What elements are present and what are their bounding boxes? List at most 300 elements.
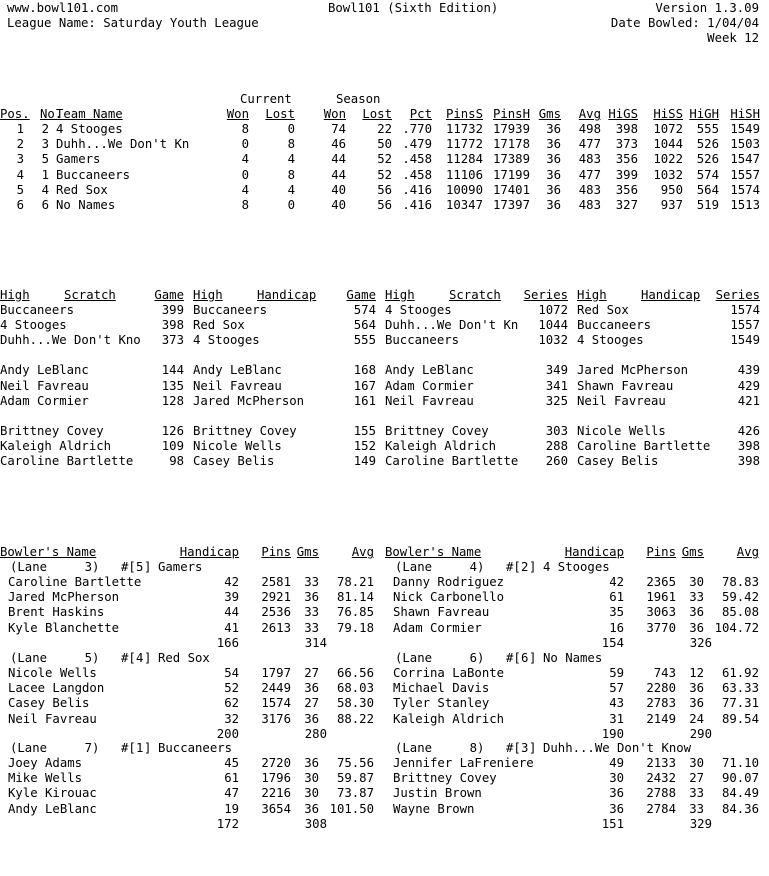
standings-cell: 5 (16, 182, 24, 197)
standings-cell: 3 (41, 137, 49, 152)
standings-header-5: Won (323, 107, 346, 121)
bowler-pins: 2784 (646, 801, 676, 816)
standings-cell: 373 (615, 137, 638, 152)
bowler-gms: 33 (689, 590, 704, 605)
highs-value: 1044 (538, 318, 568, 333)
standings-cell: 50 (377, 137, 392, 152)
bowler-pins: 2720 (261, 756, 291, 770)
standings-cell: 937 (660, 198, 683, 212)
standings-cell: Gamers (56, 152, 101, 167)
bowler-avg: 68.03 (336, 681, 374, 696)
bowler-handicap: 61 (609, 590, 624, 605)
highs-name: Nicole Wells (193, 438, 282, 453)
bowler-name: Nicole Wells (8, 666, 97, 680)
lanes-header-pins: Pins (646, 545, 676, 559)
standings-cell: 8 (287, 167, 295, 182)
highs-value: 109 (161, 438, 184, 453)
standings-cell: 17199 (492, 167, 530, 182)
standings-cell: 1072 (653, 122, 683, 136)
highs-value: 574 (353, 303, 376, 317)
lane-close: ) (477, 560, 485, 574)
highs-header-c: Series (523, 288, 568, 302)
highs-value: 1032 (538, 333, 568, 348)
highs-name: Kaleigh Aldrich (0, 438, 112, 453)
standings-header-9: PinsH (492, 107, 530, 121)
bowler-pins: 1961 (646, 590, 676, 605)
team-name: Buccaneers (158, 741, 233, 755)
bowler-pins: 2921 (261, 590, 291, 605)
standings-header-6: Lost (362, 107, 392, 121)
lane-open: (Lane (395, 741, 433, 755)
lanes-header-handicap: Handicap (179, 545, 239, 559)
standings-cell: 526 (696, 137, 719, 152)
standings-cell: 36 (546, 167, 561, 182)
highs-header-b: Handicap (257, 288, 317, 302)
highs-name: Duhh...We Don't Kno (0, 333, 141, 348)
team-total-handicap: 200 (216, 726, 239, 741)
standings-cell: 327 (615, 198, 638, 212)
bowler-avg: 89.54 (721, 711, 759, 726)
bowler-handicap: 62 (224, 696, 239, 711)
date-bowled: Date Bowled: 1/04/04 (610, 16, 759, 30)
highs-name: Buccaneers (577, 318, 652, 333)
lane-open: (Lane (10, 651, 48, 665)
team-name: No Names (543, 651, 603, 665)
highs-value: 167 (353, 378, 376, 393)
bowler-handicap: 59 (609, 666, 624, 680)
highs-name: Buccaneers (385, 333, 460, 348)
bowler-avg: 78.83 (721, 575, 759, 589)
bowler-pins: 2432 (646, 771, 676, 786)
bowler-gms: 30 (304, 771, 319, 786)
highs-name: 4 Stooges (385, 303, 452, 317)
bowler-gms: 33 (689, 786, 704, 801)
lanes-header-gms: Gms (681, 545, 704, 559)
highs-value: 398 (737, 454, 760, 468)
standings-cell: 11284 (445, 152, 483, 167)
bowler-avg: 66.56 (336, 666, 374, 680)
standings-cell: .479 (402, 137, 432, 152)
highs-name: Andy LeBlanc (0, 363, 89, 378)
bowler-handicap: 39 (224, 590, 239, 605)
bowler-pins: 2788 (646, 786, 676, 801)
highs-name: Duhh...We Don't Kn (385, 318, 519, 333)
highs-header-b: Scratch (64, 288, 116, 302)
standings-cell: 11772 (445, 137, 483, 152)
team-number: 3 (521, 741, 529, 755)
standings-cell: 4 (16, 167, 24, 182)
bowler-gms: 36 (689, 681, 704, 696)
bowler-avg: 58.30 (336, 696, 374, 711)
standings-cell: Buccaneers (56, 167, 131, 182)
highs-value: 325 (545, 393, 568, 408)
standings-cell: 477 (578, 137, 601, 152)
bowler-name: Neil Favreau (8, 711, 97, 726)
lanes-header-avg: Avg (736, 545, 759, 559)
team-no-open: #[ (121, 741, 136, 755)
bowler-handicap: 16 (609, 620, 624, 635)
lane-number: 8 (469, 741, 477, 755)
lane-open: (Lane (10, 560, 48, 574)
bowler-gms: 12 (689, 666, 704, 680)
highs-value: 399 (161, 303, 184, 317)
bowler-gms: 30 (689, 575, 704, 589)
standings-cell: .416 (402, 182, 432, 197)
highs-value: 152 (353, 438, 376, 453)
standings-cell: 74 (331, 122, 346, 136)
bowler-gms: 33 (304, 620, 319, 635)
team-no-open: #[ (506, 560, 521, 574)
bowler-pins: 3654 (261, 801, 291, 816)
standings-cell: 4 (241, 152, 249, 167)
highs-value: 149 (353, 454, 376, 468)
highs-value: 1549 (730, 333, 760, 348)
bowler-avg: 78.21 (336, 575, 374, 589)
standings-cell: 526 (696, 152, 719, 167)
standings-cell: 36 (546, 198, 561, 212)
bowler-pins: 2581 (261, 575, 291, 589)
team-no-open: #[ (121, 651, 136, 665)
bowler-avg: 84.49 (721, 786, 759, 801)
team-no-close: ] (144, 560, 152, 574)
standings-cell: 8 (241, 122, 249, 136)
bowler-name: Corrina LaBonte (393, 666, 505, 680)
highs-value: 1072 (538, 303, 568, 317)
bowler-avg: 76.85 (336, 605, 374, 620)
bowler-avg: 75.56 (336, 756, 374, 770)
highs-name: Andy LeBlanc (385, 363, 474, 378)
bowler-gms: 36 (304, 756, 319, 770)
bowler-avg: 73.87 (336, 786, 374, 801)
bowler-name: Jared McPherson (8, 590, 120, 605)
standings-cell: 2 (41, 122, 49, 136)
bowler-name: Kyle Kirouac (8, 786, 97, 801)
highs-name: 4 Stooges (577, 333, 644, 348)
standings-cell: Red Sox (56, 182, 108, 197)
league-name: League Name: Saturday Youth League (7, 16, 259, 30)
lane-open: (Lane (395, 651, 433, 665)
bowler-name: Kaleigh Aldrich (393, 711, 505, 726)
standings-cell: 4 (41, 182, 49, 197)
bowler-gms: 36 (304, 801, 319, 816)
highs-value: 429 (737, 378, 760, 393)
group-season-label: Season (336, 92, 381, 106)
standings-cell: 36 (546, 122, 561, 136)
highs-name: 4 Stooges (193, 333, 260, 348)
bowler-handicap: 42 (609, 575, 624, 589)
lane-close: ) (477, 651, 485, 665)
standings-cell: 11732 (445, 122, 483, 136)
highs-header-b: Scratch (449, 288, 501, 302)
team-total-handicap: 154 (601, 635, 624, 650)
standings-cell: 1 (16, 122, 24, 136)
standings-cell: .416 (402, 198, 432, 212)
bowler-avg: 104.72 (714, 620, 759, 635)
highs-name: Red Sox (193, 318, 245, 333)
standings-cell: 1503 (730, 137, 760, 152)
standings-cell: 1557 (730, 167, 760, 182)
bowler-avg: 71.10 (721, 756, 759, 770)
standings-cell: 17389 (492, 152, 530, 167)
bowler-name: Kyle Blanchette (8, 620, 120, 635)
bowler-pins: 2149 (646, 711, 676, 726)
bowler-handicap: 31 (609, 711, 624, 726)
bowler-handicap: 42 (224, 575, 239, 589)
highs-value: 421 (737, 393, 760, 408)
standings-cell: 44 (331, 167, 346, 182)
bowler-handicap: 19 (224, 801, 239, 816)
bowler-handicap: 44 (224, 605, 239, 620)
standings-cell: 555 (696, 122, 719, 136)
standings-cell: 0 (241, 167, 249, 182)
standings-header-12: HiGS (608, 107, 638, 121)
standings-cell: .458 (402, 167, 432, 182)
standings-cell: 0 (241, 137, 249, 152)
highs-name: Neil Favreau (577, 393, 666, 408)
standings-cell: 17939 (492, 122, 530, 136)
highs-name: Brittney Covey (193, 423, 297, 438)
standings-header-4: Lost (265, 107, 295, 121)
standings-cell: Duhh...We Don't Kn (56, 137, 190, 152)
team-total-handicap: 151 (601, 816, 624, 831)
team-no-close: ] (529, 560, 537, 574)
bowler-gms: 36 (689, 605, 704, 620)
bowler-handicap: 52 (224, 681, 239, 696)
bowler-gms: 36 (689, 620, 704, 635)
team-number: 5 (136, 560, 144, 574)
team-total-pins: 290 (689, 726, 712, 741)
highs-header-a: High (385, 288, 415, 302)
team-number: 2 (521, 560, 529, 574)
bowler-gms: 24 (689, 711, 704, 726)
highs-name: Kaleigh Aldrich (385, 438, 497, 453)
highs-header-c: Game (154, 288, 184, 302)
standings-header-8: PinsS (445, 107, 483, 121)
team-no-open: #[ (121, 560, 136, 574)
bowler-gms: 33 (304, 575, 319, 589)
team-name: Gamers (158, 560, 203, 574)
bowler-name: Justin Brown (393, 786, 482, 801)
bowler-name: Andy LeBlanc (8, 801, 97, 816)
highs-header-c: Game (346, 288, 376, 302)
highs-name: Neil Favreau (0, 378, 89, 393)
highs-header-a: High (577, 288, 607, 302)
highs-header-a: High (193, 288, 223, 302)
highs-name: Buccaneers (193, 303, 268, 317)
highs-name: Neil Favreau (193, 378, 282, 393)
bowler-name: Brittney Covey (393, 771, 497, 786)
team-name: 4 Stooges (543, 560, 610, 574)
standings-cell: 4 (287, 182, 295, 197)
lanes-header-name: Bowler's Name (385, 545, 482, 559)
highs-value: 288 (545, 438, 568, 453)
highs-header-a: High (0, 288, 30, 302)
team-no-open: #[ (506, 651, 521, 665)
highs-value: 1574 (730, 303, 760, 317)
highs-name: Buccaneers (0, 303, 75, 317)
standings-cell: 52 (377, 152, 392, 167)
bowler-gms: 36 (689, 696, 704, 711)
highs-name: Adam Cormier (385, 378, 474, 393)
highs-value: 398 (161, 318, 184, 333)
standings-cell: 519 (696, 198, 719, 212)
highs-name: Caroline Bartlette (385, 454, 519, 468)
highs-value: 303 (545, 423, 568, 438)
bowler-name: Lacee Langdon (8, 681, 105, 696)
standings-cell: 44 (331, 152, 346, 167)
bowler-pins: 2133 (646, 756, 676, 770)
highs-value: 426 (737, 423, 760, 438)
highs-value: 260 (545, 454, 568, 468)
bowler-name: Joey Adams (8, 756, 83, 770)
highs-header-b: Handicap (641, 288, 701, 302)
standings-cell: 1513 (730, 198, 760, 212)
highs-value: 128 (161, 393, 184, 408)
standings-cell: 356 (615, 152, 638, 167)
standings-header-3: Won (226, 107, 249, 121)
bowler-gms: 36 (304, 590, 319, 605)
highs-value: 341 (545, 378, 568, 393)
standings-cell: 1022 (653, 152, 683, 167)
team-total-pins: 329 (689, 816, 712, 831)
bowler-gms: 36 (304, 711, 319, 726)
standings-header-11: Avg (578, 107, 601, 121)
bowler-gms: 33 (689, 801, 704, 816)
team-no-open: #[ (506, 741, 521, 755)
highs-name: Nicole Wells (577, 423, 666, 438)
lanes-header-gms: Gms (296, 545, 319, 559)
standings-cell: 564 (696, 182, 719, 197)
highs-name: Casey Belis (577, 454, 659, 468)
bowler-gms: 33 (304, 605, 319, 620)
version-label: Version 1.3.09 (655, 1, 759, 15)
standings-header-10: Gms (538, 107, 561, 121)
standings-cell: 6 (16, 198, 24, 212)
bowler-name: Shawn Favreau (393, 605, 490, 620)
bowler-avg: 90.07 (721, 771, 759, 786)
bowler-avg: 77.31 (721, 696, 759, 711)
bowler-name: Brent Haskins (8, 605, 105, 620)
lane-number: 5 (84, 651, 92, 665)
standings-cell: 398 (615, 122, 638, 136)
standings-cell: 5 (41, 152, 49, 167)
team-number: 1 (136, 741, 144, 755)
bowler-pins: 2536 (261, 605, 291, 620)
bowler-name: Danny Rodriguez (393, 575, 505, 589)
bowler-pins: 1797 (261, 666, 291, 680)
lane-open: (Lane (10, 741, 48, 755)
standings-cell: 483 (578, 198, 601, 212)
standings-header-0: Pos. (0, 107, 30, 121)
highs-header-c: Series (715, 288, 760, 302)
team-total-handicap: 172 (216, 816, 239, 831)
bowler-handicap: 36 (609, 801, 624, 816)
bowler-gms: 36 (304, 681, 319, 696)
team-total-pins: 280 (304, 726, 327, 741)
team-total-pins: 326 (689, 635, 712, 650)
lane-close: ) (92, 741, 100, 755)
standings-cell: 36 (546, 182, 561, 197)
bowler-pins: 2783 (646, 696, 676, 711)
highs-value: 373 (161, 333, 184, 348)
highs-name: Adam Cormier (0, 393, 89, 408)
bowler-name: Nick Carbonello (393, 590, 505, 605)
standings-cell: 2 (16, 137, 24, 152)
highs-value: 98 (169, 454, 184, 468)
highs-value: 135 (161, 378, 184, 393)
bowler-pins: 743 (653, 666, 676, 680)
bowler-handicap: 35 (609, 605, 624, 620)
standings-cell: .458 (402, 152, 432, 167)
highs-value: 126 (161, 423, 184, 438)
bowler-handicap: 45 (224, 756, 239, 770)
team-total-pins: 308 (304, 816, 327, 831)
bowler-gms: 27 (304, 666, 319, 680)
standings-cell: 477 (578, 167, 601, 182)
lane-number: 4 (469, 560, 477, 574)
highs-value: 564 (353, 318, 376, 333)
team-total-pins: 314 (304, 635, 327, 650)
bowler-pins: 2449 (261, 681, 291, 696)
bowler-pins: 2365 (646, 575, 676, 589)
team-name: Duhh...We Don't Know (543, 741, 692, 755)
bowler-name: Wayne Brown (393, 801, 475, 816)
bowler-avg: 101.50 (329, 801, 374, 816)
lane-close: ) (92, 560, 100, 574)
standings-cell: 17401 (492, 182, 530, 197)
lane-number: 7 (84, 741, 92, 755)
highs-value: 1557 (730, 318, 760, 333)
bowler-name: Jennifer LaFreniere (393, 756, 534, 770)
standings-cell: 10347 (445, 198, 483, 212)
team-number: 6 (521, 651, 529, 665)
bowler-handicap: 57 (609, 681, 624, 696)
standings-cell: 498 (578, 122, 601, 136)
standings-cell: 52 (377, 167, 392, 182)
bowler-pins: 1796 (261, 771, 291, 786)
standings-cell: 1549 (730, 122, 760, 136)
app-title: Bowl101 (Sixth Edition) (328, 1, 499, 15)
highs-value: 349 (545, 363, 568, 378)
standings-cell: 4 Stooges (56, 122, 123, 136)
highs-name: Casey Belis (193, 454, 275, 468)
standings-cell: 6 (41, 198, 49, 212)
bowler-gms: 27 (689, 771, 704, 786)
highs-name: Caroline Bartlette (577, 438, 711, 453)
standings-cell: 4 (287, 152, 295, 167)
standings-cell: 1 (41, 167, 49, 182)
highs-name: Neil Favreau (385, 393, 474, 408)
standings-cell: 36 (546, 137, 561, 152)
bowler-name: Mike Wells (8, 771, 83, 786)
bowler-pins: 3176 (261, 711, 291, 726)
team-no-close: ] (144, 741, 152, 755)
standings-cell: 483 (578, 182, 601, 197)
bowler-gms: 27 (304, 696, 319, 711)
highs-name: Shawn Favreau (577, 378, 674, 393)
lane-number: 3 (84, 560, 92, 574)
bowler-handicap: 36 (609, 786, 624, 801)
highs-name: Jared McPherson (577, 363, 689, 378)
bowler-handicap: 54 (224, 666, 239, 680)
highs-name: Andy LeBlanc (193, 363, 282, 378)
bowler-avg: 59.42 (721, 590, 759, 605)
standings-cell: 3 (16, 152, 24, 167)
group-current-label: Current (240, 92, 292, 106)
lanes-header-pins: Pins (261, 545, 291, 559)
standings-cell: 56 (377, 182, 392, 197)
standings-cell: 1044 (653, 137, 683, 152)
